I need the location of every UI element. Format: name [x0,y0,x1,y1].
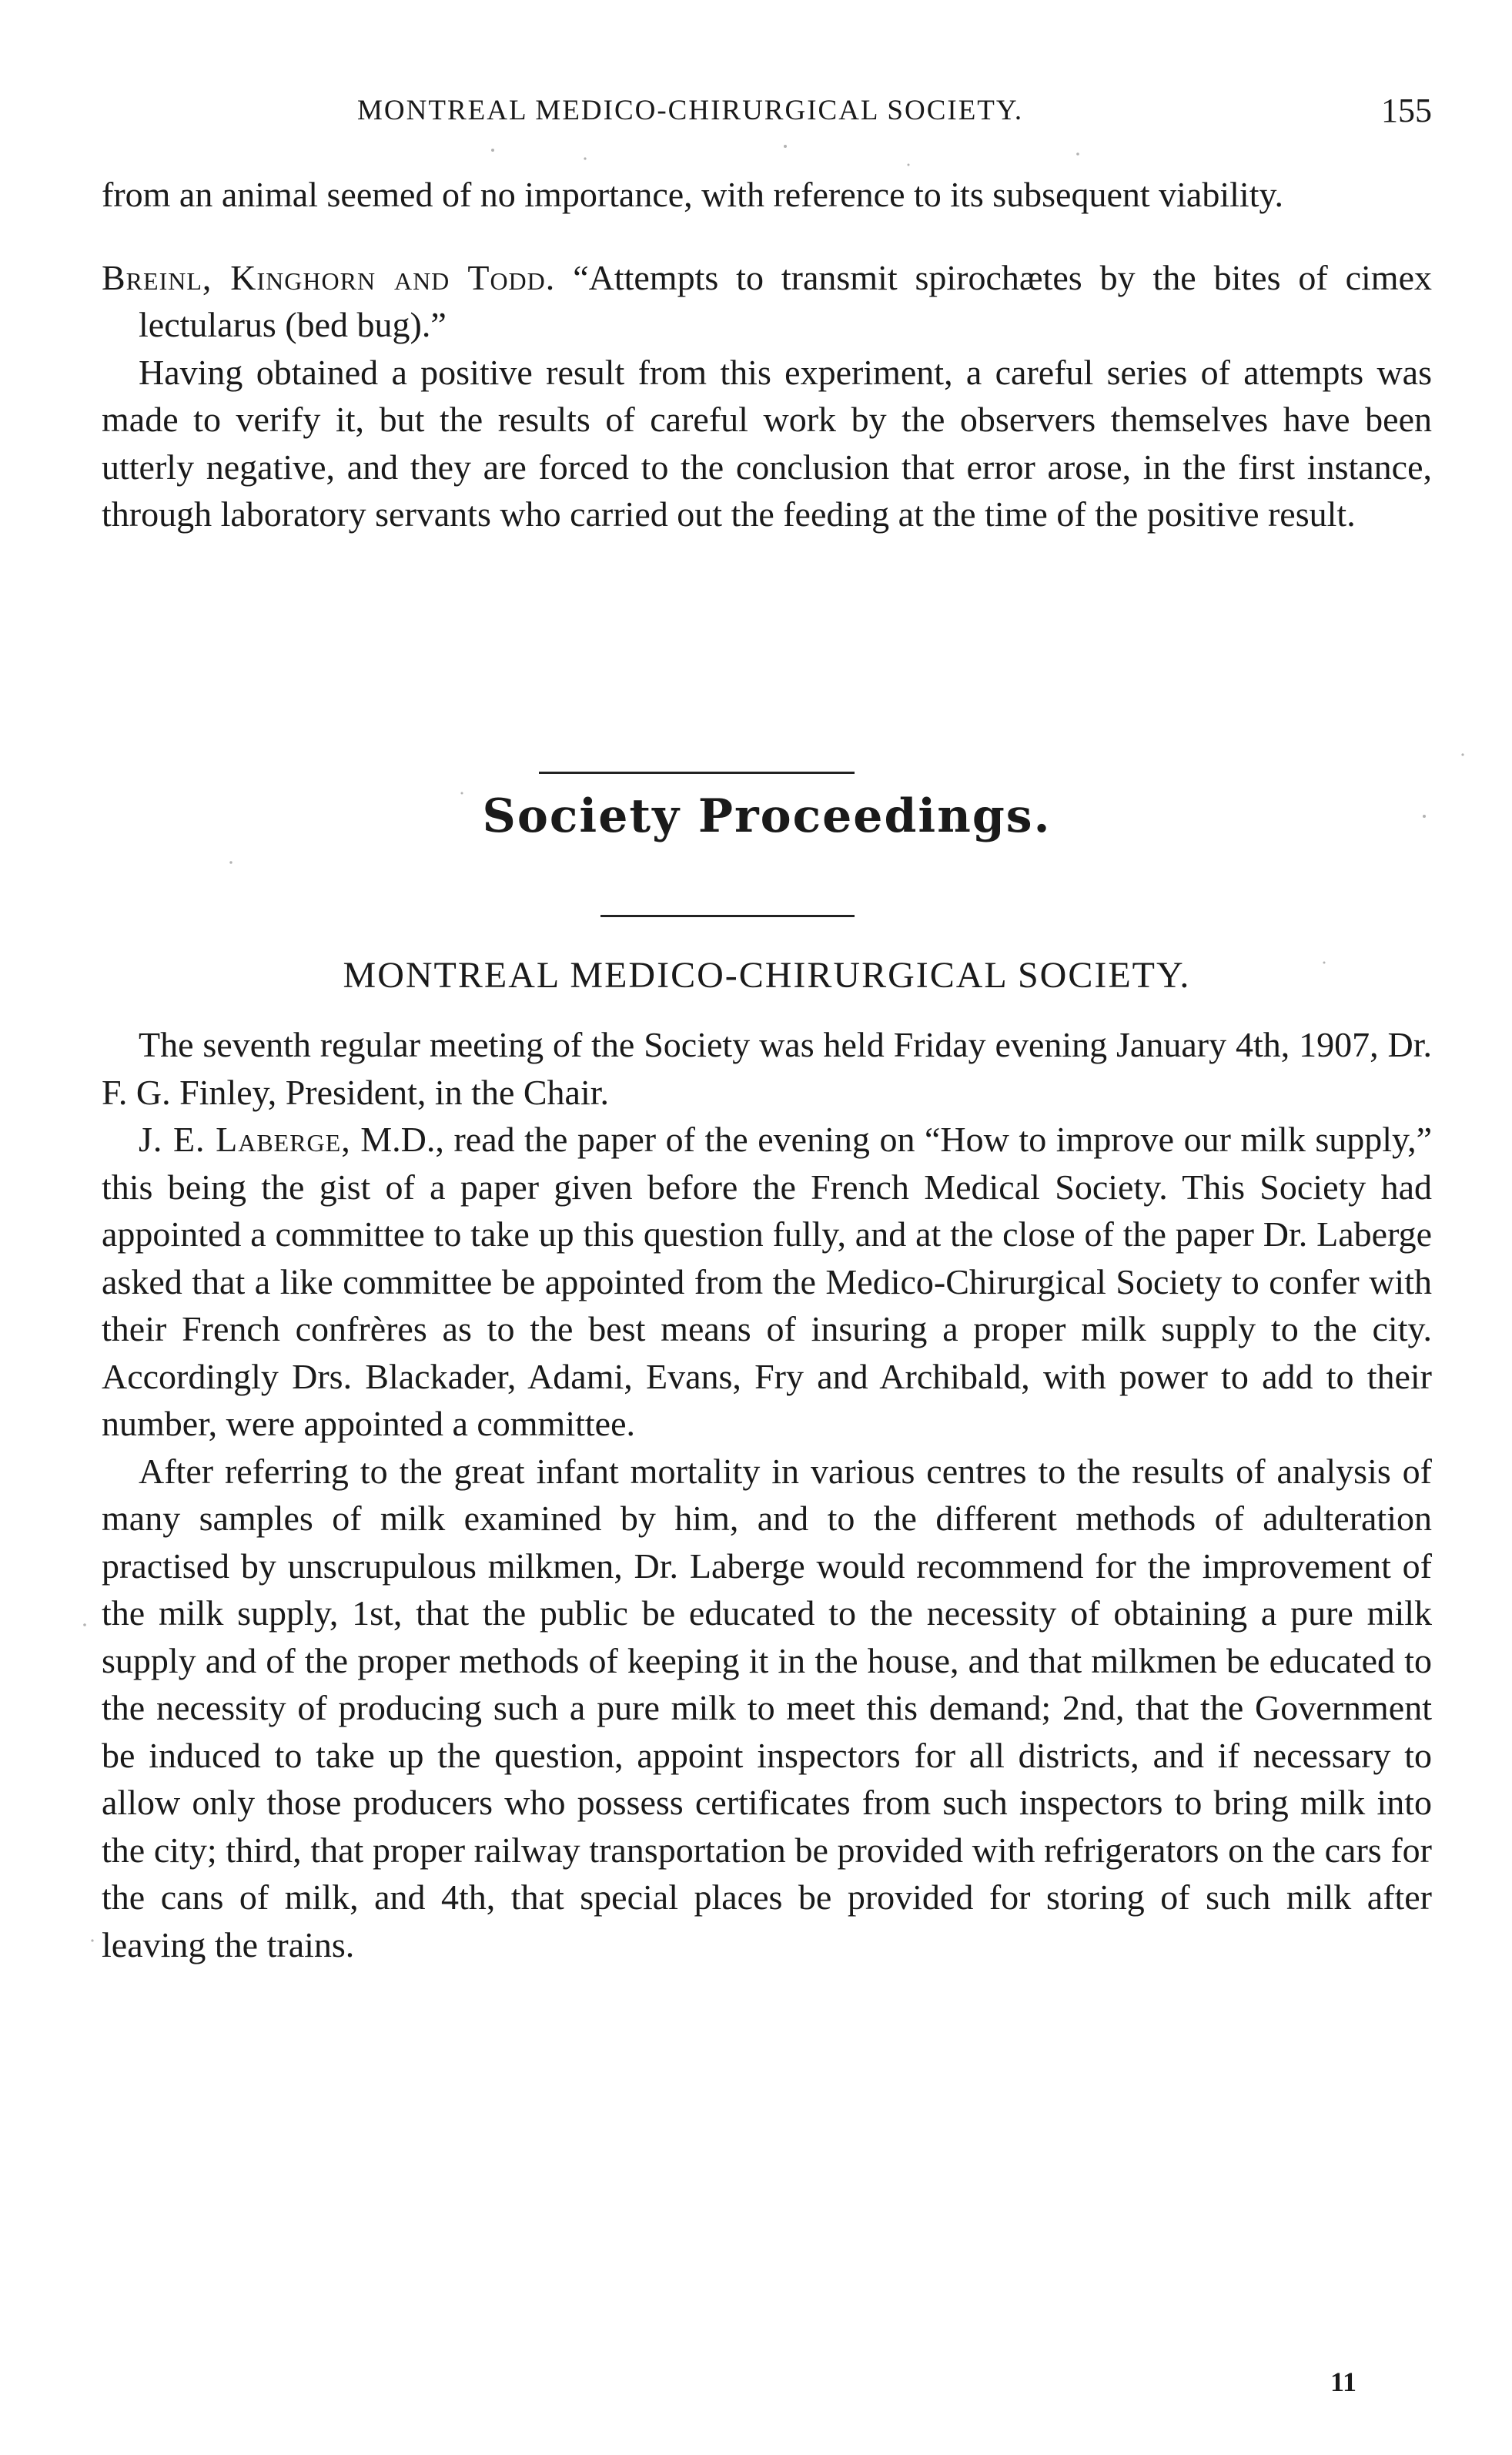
paragraph-recommendations: After referring to the great infant mortality in various centres to the results of analysis of many samples of milk examined by him, and to the different methods of adulteration practised by unscrupulous milkmen, Dr. Laberge would recommend for the improvement of the milk supply, 1st, that the public be educated to the necessity of obtaining a pure milk supply and of the proper methods of keeping it in the house, and that milkmen be educated to the necessity of producing such a pure milk to meet this demand; 2nd, that the Government be induced to take up the question, appoint inspectors for all districts, and if necessary to allow only those producers who possess certificates from such inspectors to bring milk into the city; third, that proper railway transportation be provided with refrigerators on the cars for the cans of milk, and 4th, that special places be provided for storing of such milk after leaving the trains. [102,1451,1432,1964]
signature-mark: 11 [1330,2366,1357,2397]
citation-entry [102,254,1432,349]
rule-above-section [539,772,855,774]
subhead-block [102,952,1432,1001]
paragraph-bed-bug-experiment: Having obtained a positive result from this experiment, a careful series of attempts was made to verify it, but the results of careful work by the observers themselves have been utterly negative, and they are forced to the conclusion that error arose, in the first instance, through laboratory servants who carried out the feeding at the time of the positive result. [102,352,1432,534]
paragraph-continuation: from an animal seemed of no importance, with reference to its subsequent viability. [102,175,1283,214]
paragraph-laberge-text: M.D., read the paper of the evening on “How to improve our milk supply,” this being the gist of a paper given before the French Medical Society. This Society had appointed a committee to take up this question fully, and at the close of the paper Dr. Laberge asked that a like committee be appointed from the Medico-Chirurgical Society to confer with their French confrères as to the best means of insuring a proper milk supply to the city. Accordingly Drs. Blackader, Adami, Evans, Fry and Archibald, with power to add to their number, were appointed a committee. [102,1120,1432,1443]
paragraph-laberge [102,1116,1432,1448]
top-text-block [102,171,1432,538]
society-subhead: MONTREAL MEDICO-CHIRURGICAL SOCIETY. [343,955,1191,996]
speaker-name: J. E. Laberge, [139,1120,351,1159]
section-title: Society Proceedings. [482,789,1052,843]
paragraph-meeting: The seventh regular meeting of the Society was held Friday evening January 4th, 1907, Dr. F. G. Finley, President, in the Chair. [102,1025,1432,1112]
page-number: 155 [1381,92,1432,129]
citation-title: “Attempts to transmit spirochætes by the bites of cimex lectularus (bed bug).” [139,257,1432,344]
running-head: MONTREAL MEDICO-CHIRURGICAL SOCIETY. [357,95,1024,126]
rule-below-section [600,915,855,917]
page-header [102,91,1432,137]
section-heading-block [102,789,1432,870]
body-text-block [102,1021,1432,1968]
citation-authors: Breinl, Kinghorn and Todd. [102,257,556,297]
